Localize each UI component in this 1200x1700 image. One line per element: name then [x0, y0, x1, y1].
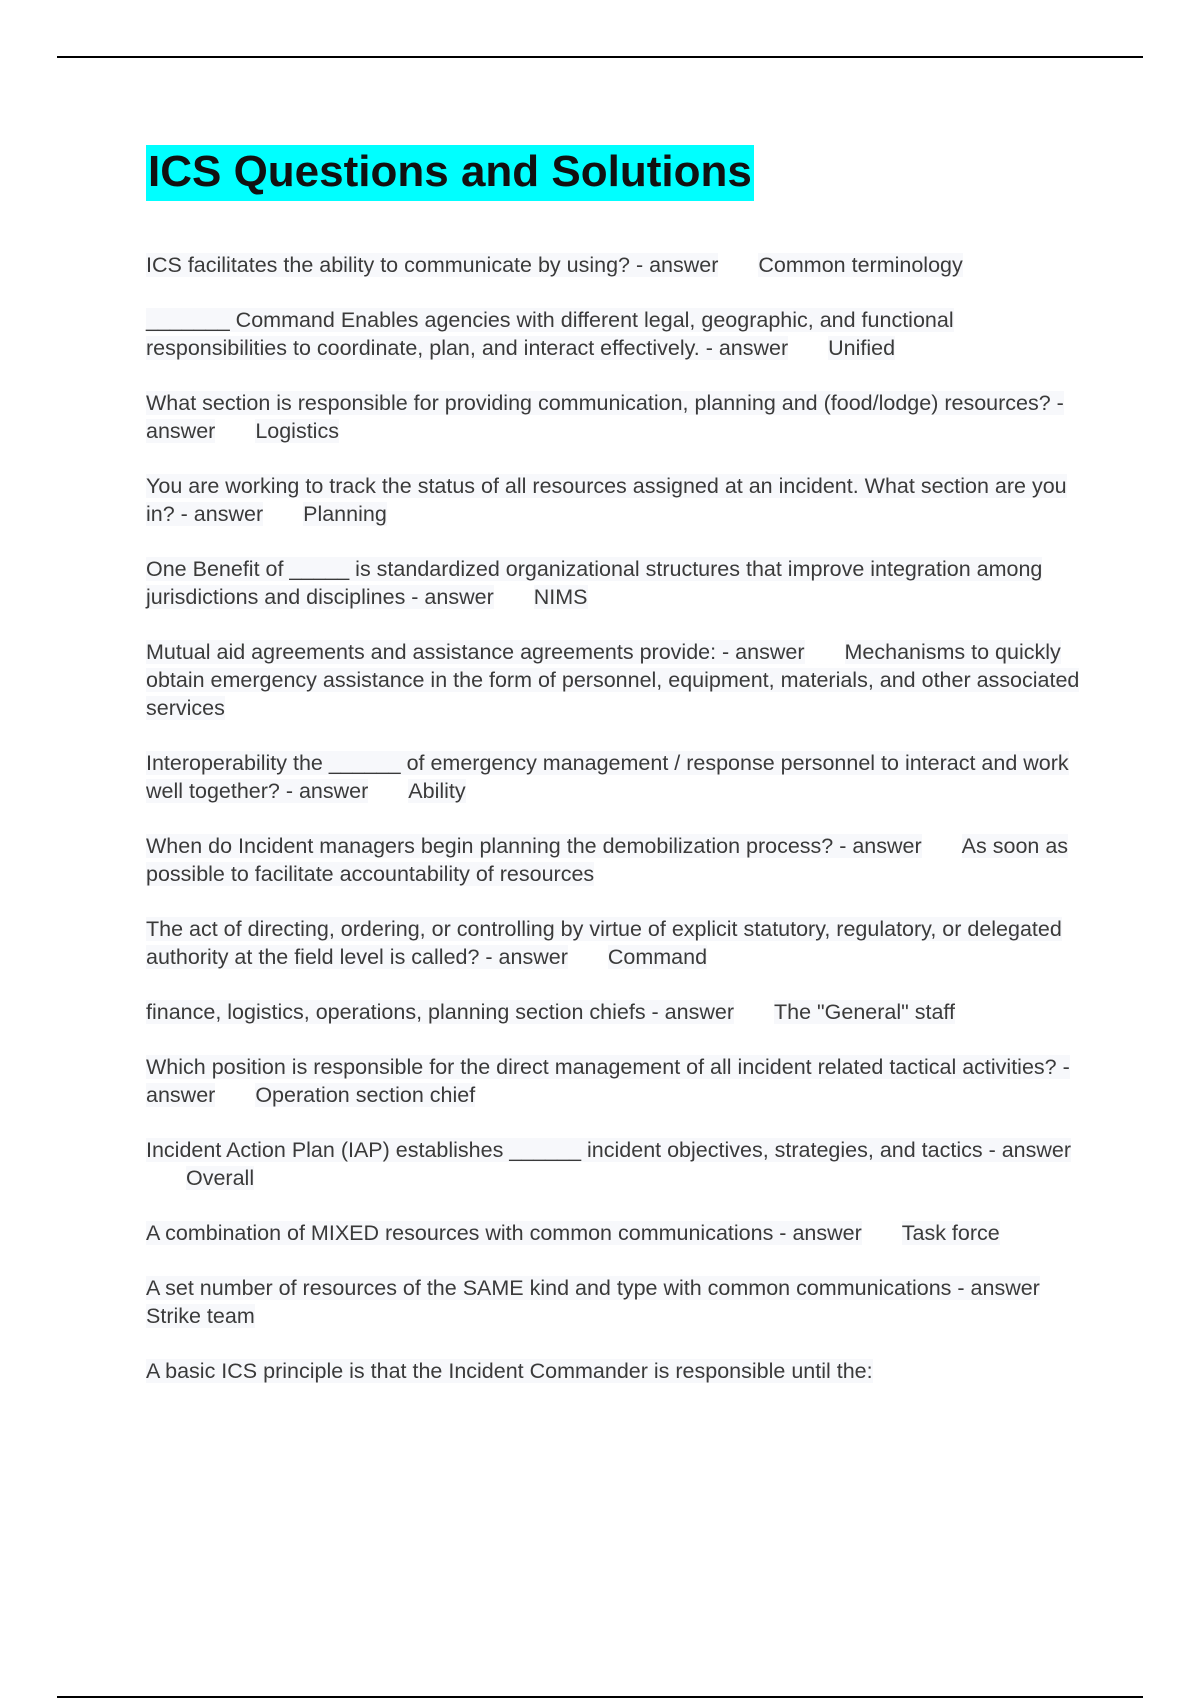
question-text: A basic ICS principle is that the Incident Commander is responsible until the: [146, 1359, 873, 1383]
answer-text: Mechanisms to quickly obtain emergency assistance in the form of personnel, equipment, materials, and other associated services [146, 640, 1080, 720]
qa-item-1 [146, 251, 1096, 279]
question-text: When do Incident managers begin planning the demobilization process? - answer [146, 834, 922, 858]
qa-item-7 [146, 749, 1096, 805]
answer-text: Planning [303, 502, 387, 526]
question-text: Mutual aid agreements and assistance agreements provide: - answer [146, 640, 805, 664]
answer-text: Logistics [255, 419, 339, 443]
question-text: A set number of resources of the SAME kind and type with common communications - answer [146, 1276, 1040, 1300]
question-text: You are working to track the status of all resources assigned at an incident. What section are you in? - answer [146, 474, 1067, 526]
answer-text: Strike team [146, 1304, 255, 1328]
question-text: The act of directing, ordering, or controlling by virtue of explicit statutory, regulatory, or delegated authority at the field level is called? - answer [146, 917, 1062, 969]
top-rule [57, 56, 1143, 58]
qa-item-9 [146, 915, 1096, 971]
answer-text: Common terminology [758, 253, 963, 277]
question-text: Incident Action Plan (IAP) establishes ______ incident objectives, strategies, and tactics - answer [146, 1138, 1072, 1162]
document-body [146, 145, 1096, 1412]
qa-item-13 [146, 1219, 1096, 1247]
question-text: ICS facilitates the ability to communicate by using? - answer [146, 253, 719, 277]
question-text: finance, logistics, operations, planning section chiefs - answer [146, 1000, 734, 1024]
qa-item-5 [146, 555, 1096, 611]
qa-list [146, 251, 1096, 1385]
answer-text: As soon as possible to facilitate accountability of resources [146, 834, 1069, 886]
qa-item-4 [146, 472, 1096, 528]
qa-item-14 [146, 1274, 1096, 1330]
answer-text: Task force [901, 1221, 1000, 1245]
question-text: _______ Command Enables agencies with different legal, geographic, and functional responsibilities to coordinate, plan, and interact effectively. - answer [146, 308, 954, 360]
answer-text: Ability [408, 779, 466, 803]
question-text: A combination of MIXED resources with common communications - answer [146, 1221, 862, 1245]
qa-item-11 [146, 1053, 1096, 1109]
question-text: Which position is responsible for the direct management of all incident related tactical activities? - answer [146, 1055, 1070, 1107]
qa-item-12 [146, 1136, 1096, 1192]
answer-text: The "General" staff [774, 1000, 955, 1024]
question-text: Interoperability the ______ of emergency management / response personnel to interact and work well together? - answer [146, 751, 1069, 803]
qa-item-2 [146, 306, 1096, 362]
answer-text: Overall [186, 1166, 255, 1190]
answer-text: NIMS [533, 585, 588, 609]
qa-item-10 [146, 998, 1096, 1026]
question-text: What section is responsible for providing communication, planning and (food/lodge) resources? - answer [146, 391, 1064, 443]
qa-item-3 [146, 389, 1096, 445]
answer-text: Command [607, 945, 708, 969]
qa-item-8 [146, 832, 1096, 888]
document-title: ICS Questions and Solutions [146, 145, 754, 201]
answer-text: Operation section chief [255, 1083, 476, 1107]
bottom-rule [57, 1696, 1143, 1698]
qa-item-15 [146, 1357, 1096, 1385]
answer-text: Unified [828, 336, 896, 360]
question-text: One Benefit of _____ is standardized organizational structures that improve integration among jurisdictions and disciplines - answer [146, 557, 1043, 609]
qa-item-6 [146, 638, 1096, 722]
